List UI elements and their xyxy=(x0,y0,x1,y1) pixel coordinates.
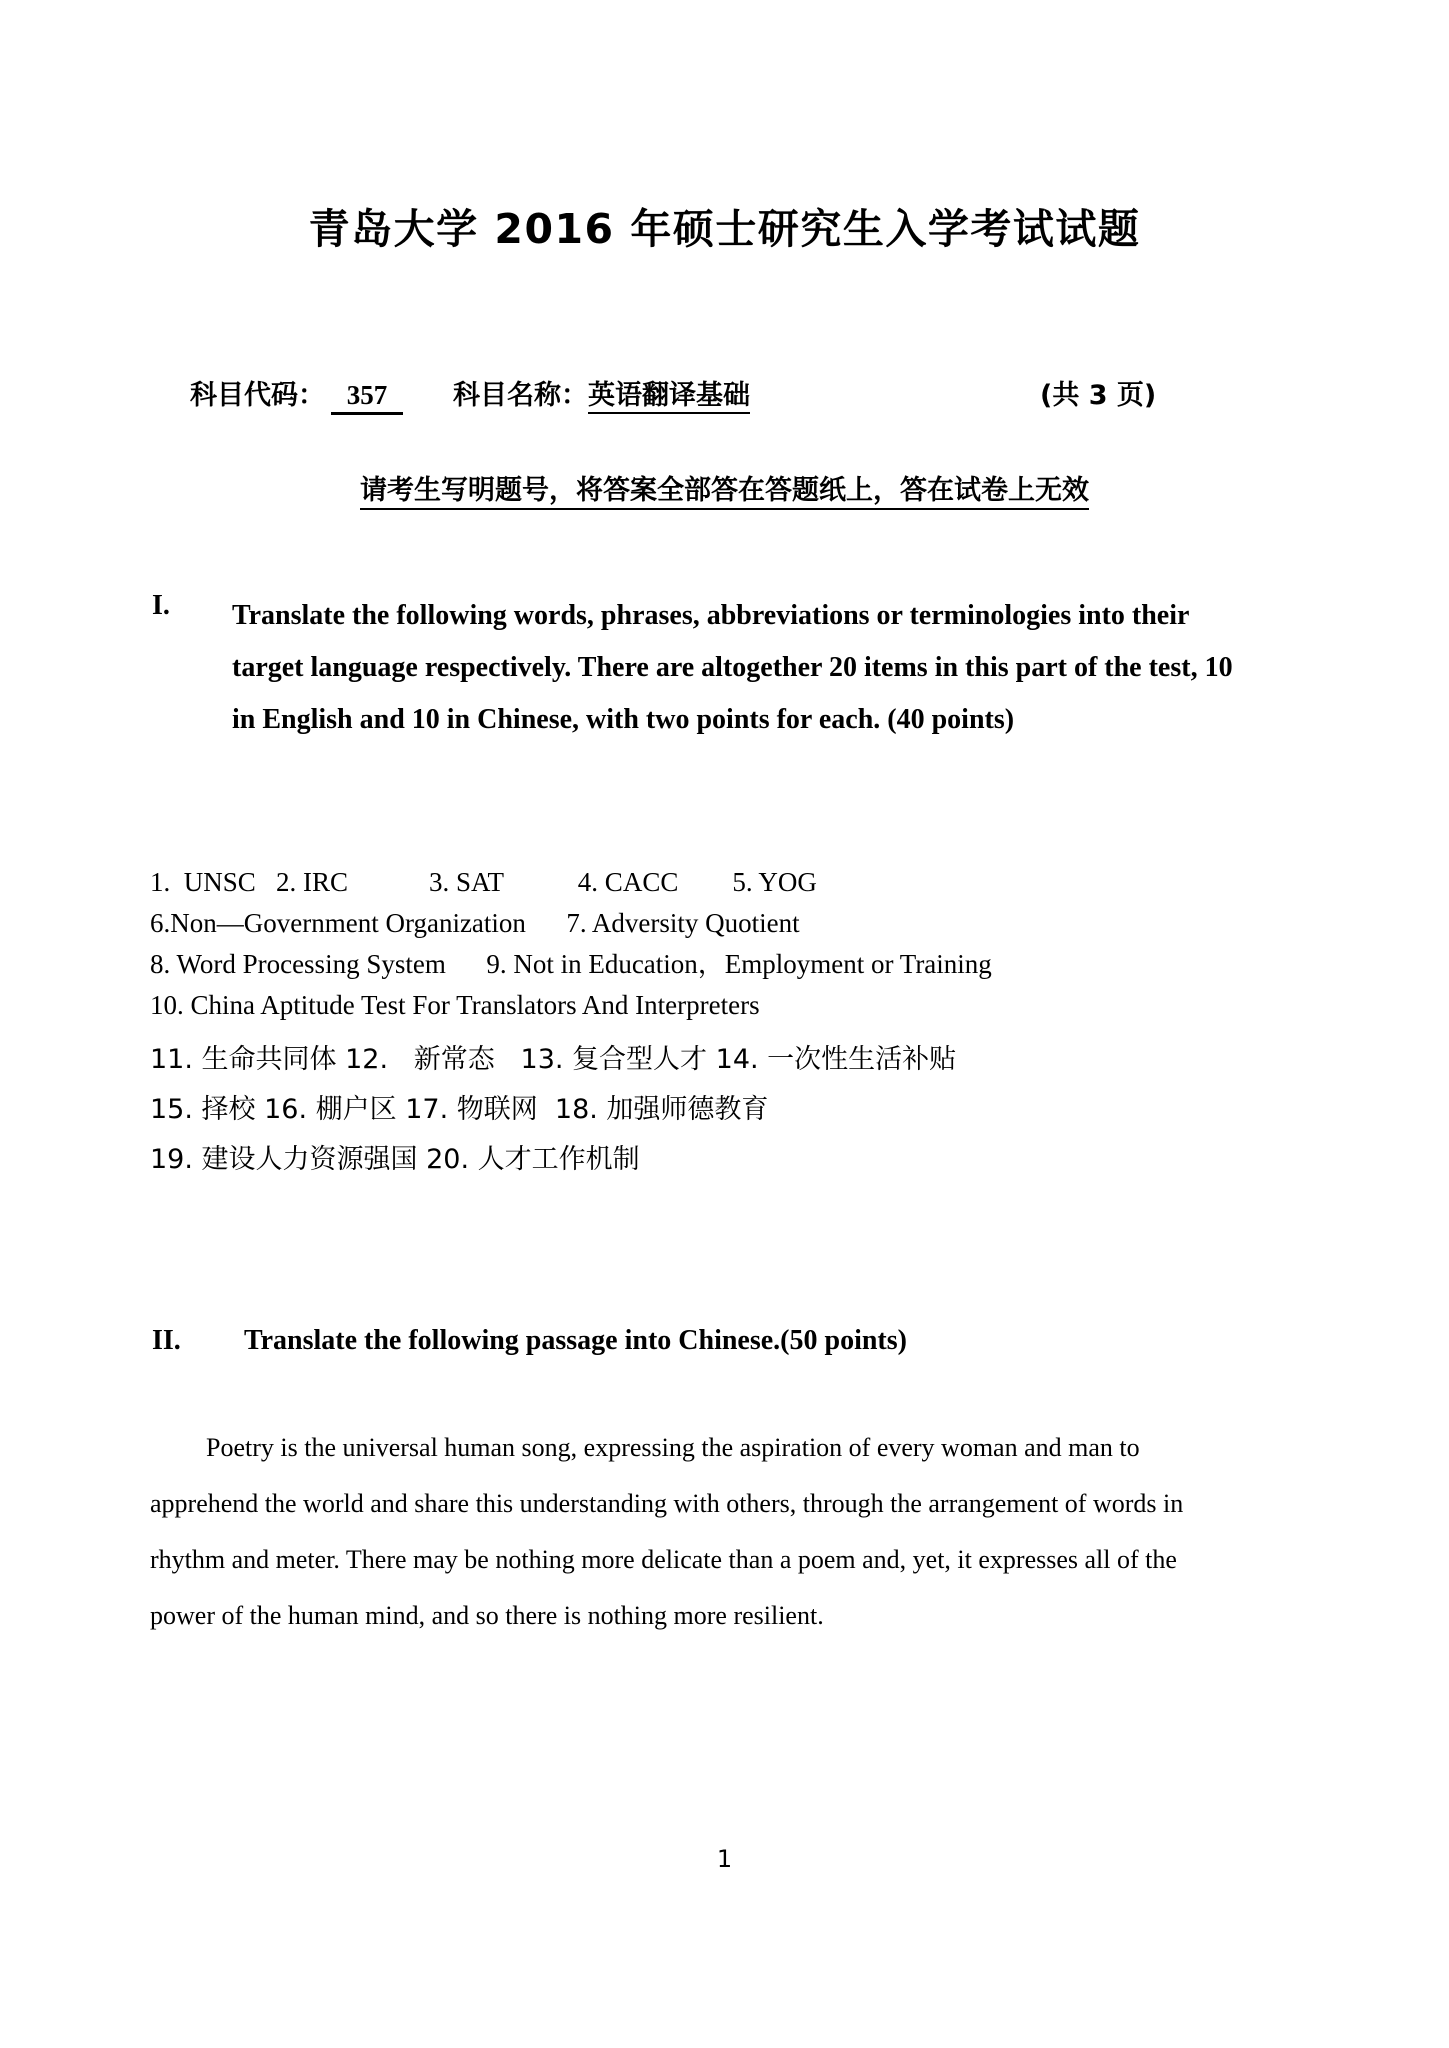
term-line-3: 8. Word Processing System 9. Not in Education，Employment or Training xyxy=(150,949,992,979)
total-pages-label: (共 3 页) xyxy=(1040,380,1157,411)
translation-passage xyxy=(150,1420,1240,1644)
subject-name-value: 英语翻译基础 xyxy=(588,380,750,414)
page-number: 1 xyxy=(716,1845,733,1873)
exam-notice-text: 请考生写明题号，将答案全部答在答题纸上，答在试卷上无效 xyxy=(360,475,1089,510)
term-line-1: 1. UNSC 2. IRC 3. SAT 4. CACC 5. YOG xyxy=(150,867,817,897)
section-one xyxy=(152,590,1262,746)
section-one-marker: I. xyxy=(152,590,170,621)
exam-notice xyxy=(0,468,1449,507)
term-line-5: 11. 生命共同体 12. 新常态 13. 复合型人才 14. 一次性生活补贴 xyxy=(150,1044,957,1075)
page-title: 青岛大学 2016 年硕士研究生入学考试试题 xyxy=(308,205,1141,253)
term-line-6: 15. 择校 16. 棚户区 17. 物联网 18. 加强师德教育 xyxy=(150,1094,769,1125)
subject-code-value: 357 xyxy=(331,380,403,415)
passage-text: Poetry is the universal human song, expressing the aspiration of every woman and man to apprehend the world and share this understanding with others, through the arrangement of words in rhythm and meter. There may be nothing more delicate than a poem and, yet, it expresses all of the power of the human mind, and so there is nothing more resilient. xyxy=(150,1433,1184,1630)
subject-info-row xyxy=(190,373,1270,415)
section-two-heading: Translate the following passage into Chinese.(50 points) xyxy=(244,1325,907,1356)
term-list xyxy=(150,862,1330,1185)
subject-code-label: 科目代码： xyxy=(190,380,325,411)
term-line-4: 10. China Aptitude Test For Translators And Interpreters xyxy=(150,990,760,1020)
section-two xyxy=(152,1325,1302,1357)
term-line-7: 19. 建设人力资源强国 20. 人才工作机制 xyxy=(150,1144,640,1175)
term-line-2: 6.Non—Government Organization 7. Adversity Quotient xyxy=(150,908,800,938)
section-two-marker: II. xyxy=(152,1325,181,1356)
subject-name-label: 科目名称： xyxy=(453,380,588,411)
section-one-heading: Translate the following words, phrases, abbreviations or terminologies into their target language respectively. There are altogether 20 items in this part of the test, 10 in English and 10 in Chinese, with two points for each. (40 points) xyxy=(232,600,1233,735)
